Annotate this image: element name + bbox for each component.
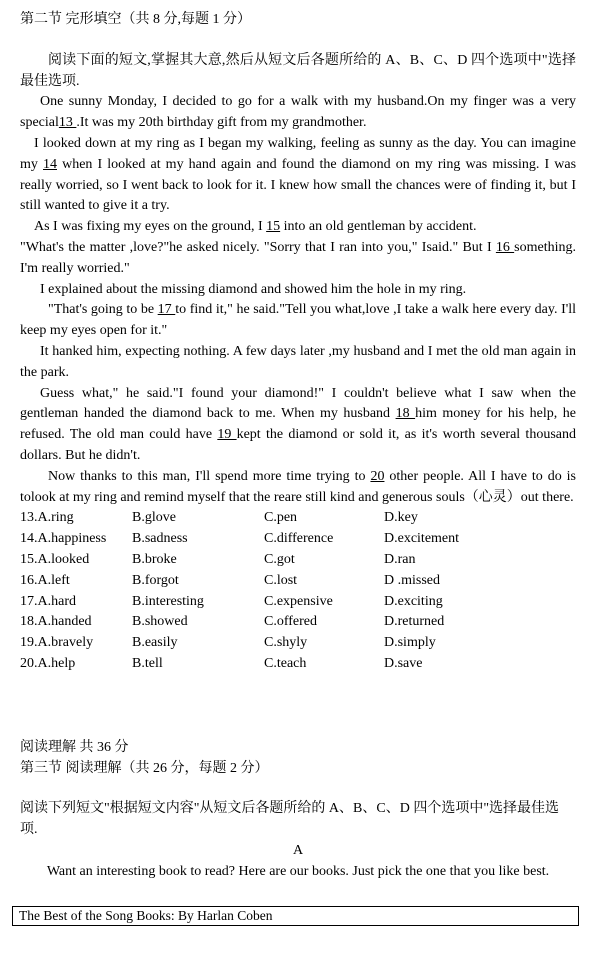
option-13-d: D.key <box>384 510 418 526</box>
option-16-d: D .missed <box>384 572 440 588</box>
option-17-b: B.interesting <box>132 593 204 609</box>
passage-paragraph-3 <box>20 217 576 238</box>
book-title-box: The Best of the Song Books: By Harlan Coben <box>12 906 579 926</box>
reading-intro: Want an interesting book to read? Here are our books. Just pick the one that you like best. <box>46 863 550 879</box>
text-run: when I looked at my hand again and found the diamond on my ring was missing. I was really worried, so I went back to look for it. I knew how small the chances were of finding it, but I still wanted to give it a try. <box>20 156 577 214</box>
spacer <box>20 31 576 51</box>
text-run: kept the diamond or sold it, as it's worth several thousand dollars. But he didn't. <box>20 427 576 463</box>
passage-paragraph-6 <box>20 300 576 342</box>
blank-17: 17 <box>157 302 176 318</box>
blank-20: 20 <box>370 468 385 484</box>
text-run: "That's going to be <box>48 302 155 318</box>
option-row-17 <box>20 592 576 613</box>
option-row-18 <box>20 612 576 633</box>
text-run: Now thanks to this man, I'll spend more time trying to <box>48 468 366 484</box>
option-16-b: B.forgot <box>132 572 179 588</box>
option-20-d: D.save <box>384 655 423 671</box>
blank-16: 16 <box>495 239 515 255</box>
option-14-a: 14.A.happiness <box>20 531 107 547</box>
spacer <box>20 675 576 738</box>
text-run: something. I'm really worried." <box>20 239 576 276</box>
option-17-a: 17.A.hard <box>20 593 76 609</box>
option-18-c: C.offered <box>264 614 317 630</box>
option-16-c: C.lost <box>264 572 298 588</box>
option-row-14 <box>20 529 576 550</box>
spacer <box>20 779 576 799</box>
text-run: One sunny Monday, I decided to go for a walk with my husband.On my finger was a very special <box>20 94 576 131</box>
passage-paragraph-9 <box>20 467 576 509</box>
section3-instruction: 阅读下列短文"根据短文内容"从短文后各题所给的 A、B、C、D 四个选项中"选择最佳选项. <box>20 801 560 838</box>
passage-paragraph-5: I explained about the missing diamond and showed him the hole in my ring. <box>40 281 467 297</box>
option-13-c: C.pen <box>264 510 298 526</box>
option-16-a: 16.A.left <box>20 572 70 588</box>
options-list <box>20 508 576 674</box>
text-run: to find it," he said."Tell you what,love ,I take a walk here every day. I'll keep my eyes open for it." <box>20 302 577 339</box>
text-run: him money for his help, he refused. The old man could have <box>20 406 576 443</box>
blank-14: 14 <box>43 156 57 172</box>
passage-paragraph-1 <box>20 92 576 134</box>
option-15-b: B.broke <box>132 551 177 567</box>
text-run: .It was my 20th birthday gift from my grandmother. <box>76 115 367 131</box>
text-run: Guess what," he said."I found your diamond!" I couldn't believe what I saw when the gentleman handed the diamond back to me. When my husband <box>20 385 576 422</box>
blank-13: 13 <box>58 115 77 131</box>
option-row-15 <box>20 550 576 571</box>
option-row-20 <box>20 654 576 675</box>
reading-heading: 阅读理解 共 36 分 <box>20 739 129 755</box>
option-row-16 <box>20 571 576 592</box>
option-15-d: D.ran <box>384 551 416 567</box>
option-13-b: B.glove <box>132 510 176 526</box>
option-20-c: C.teach <box>264 655 307 671</box>
option-18-d: D.returned <box>384 614 445 630</box>
option-15-a: 15.A.looked <box>20 551 90 567</box>
option-14-d: D.excitement <box>384 531 460 547</box>
option-19-a: 19.A.bravely <box>20 635 94 651</box>
option-17-c: C.expensive <box>264 593 333 609</box>
blank-18: 18 <box>395 406 416 422</box>
text-run: I looked down at my ring as I began my walking, feeling as sunny as the day. You can imagine my <box>20 135 576 172</box>
option-14-c: C.difference <box>264 531 334 547</box>
text-run: into an old gentleman by accident. <box>283 219 477 235</box>
blank-19: 19 <box>217 427 237 443</box>
passage-paragraph-7: It hanked him, expecting nothing. A few days later ,my husband and I met the old man again in the park. <box>20 343 576 380</box>
passage-paragraph-2 <box>20 134 576 217</box>
option-row-13 <box>20 508 576 529</box>
option-19-b: B.easily <box>132 635 178 651</box>
section2-instruction: 阅读下面的短文,掌握其大意,然后从短文后各题所给的 A、B、C、D 四个选项中"选择最佳选项. <box>20 52 576 89</box>
passage-paragraph-4 <box>20 238 576 280</box>
text-run: other people. All I have to do is tolook at my ring and remind myself that the reare still kind and generous souls（心灵）out there. <box>20 468 577 505</box>
text-run: "What's the matter ,love?"he asked nicely. "Sorry that I ran into you," Isaid." But I <box>20 239 492 255</box>
text-run: As I was fixing my eyes on the ground, I <box>34 219 263 235</box>
option-18-b: B.showed <box>132 614 188 630</box>
option-20-a: 20.A.help <box>20 655 76 671</box>
option-19-c: C.shyly <box>264 635 308 651</box>
passage-paragraph-8 <box>20 384 576 467</box>
blank-15: 15 <box>266 219 281 235</box>
option-15-c: C.got <box>264 551 295 567</box>
option-13-a: 13.A.ring <box>20 510 74 526</box>
option-20-b: B.tell <box>132 655 163 671</box>
option-row-19 <box>20 633 576 654</box>
section2-title: 第二节 完形填空（共 8 分,每题 1 分） <box>20 12 251 27</box>
section3-title: 第三节 阅读理解（共 26 分，每题 2 分） <box>20 760 269 776</box>
option-17-d: D.exciting <box>384 593 443 609</box>
document-page <box>20 10 576 882</box>
option-19-d: D.simply <box>384 635 436 651</box>
option-14-b: B.sadness <box>132 531 188 547</box>
part-label: A <box>292 842 304 858</box>
option-18-a: 18.A.handed <box>20 614 92 630</box>
